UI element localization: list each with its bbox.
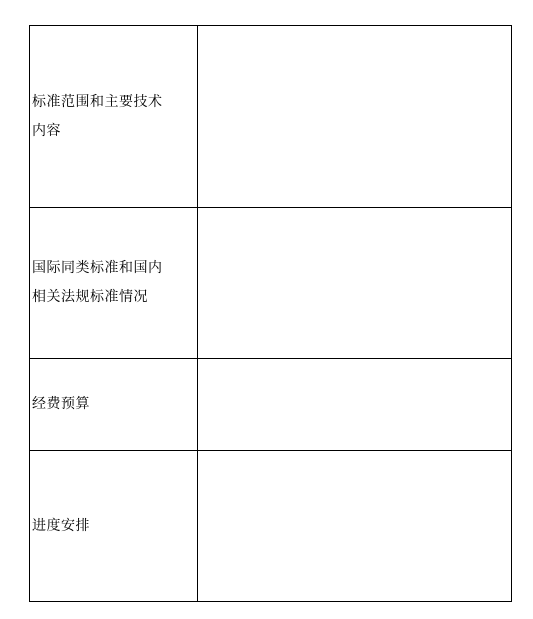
- scope-label-line-1: 标准范围和主要技术: [32, 93, 163, 110]
- standards-label-line-1: 国际同类标准和国内: [32, 260, 163, 276]
- table-row-schedule: [30, 451, 512, 602]
- scope-label-line-2: 内容: [32, 122, 61, 139]
- standards-value-cell[interactable]: [198, 208, 512, 359]
- table-row-budget: [30, 359, 512, 451]
- scope-value-cell[interactable]: [198, 26, 512, 208]
- budget-label: 经费预算: [32, 396, 90, 412]
- table-row-standards: [30, 208, 512, 359]
- budget-label-cell: [30, 359, 198, 451]
- budget-value-cell[interactable]: [198, 359, 512, 451]
- table-row-scope: [30, 26, 512, 208]
- schedule-value-cell[interactable]: [198, 451, 512, 602]
- schedule-label: 进度安排: [32, 517, 90, 534]
- proposal-form-table: [29, 25, 512, 602]
- standards-label-line-2: 相关法规标准情况: [32, 289, 148, 305]
- standards-label: [32, 254, 197, 312]
- scope-label: [32, 88, 197, 146]
- schedule-label-cell: [30, 451, 198, 602]
- standards-label-cell: [30, 208, 198, 359]
- scope-label-cell: [30, 26, 198, 208]
